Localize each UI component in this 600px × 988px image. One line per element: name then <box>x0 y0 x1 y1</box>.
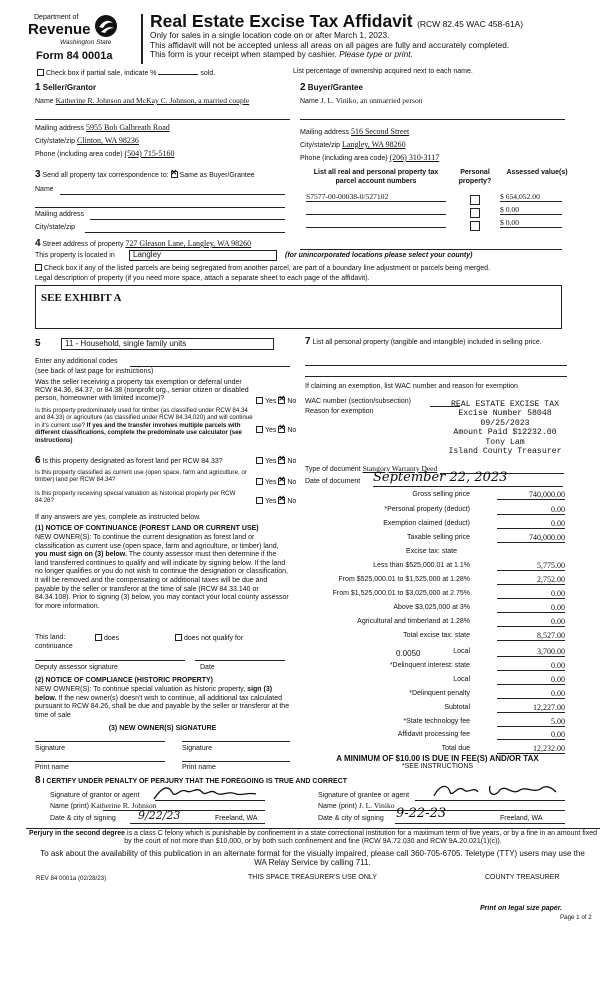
reason-label: Reason for exemption <box>305 408 374 415</box>
calc-label: Above $3,025,000 at 3% <box>393 604 470 611</box>
same-as-buyer-checkbox[interactable] <box>171 171 178 178</box>
treasurer-stamp <box>440 400 570 456</box>
assessed-value[interactable]: $ 654,052.00 <box>500 192 562 202</box>
grantor-date[interactable]: 9/22/23 <box>138 809 181 822</box>
sec6-q1: 6 Is this property designated as forest land per RCW 84.33? <box>35 455 223 466</box>
sec5-q1-yesno: Yes ✕ No <box>256 397 296 407</box>
sec6-q3: Is this property receiving special valuation as historical property per RCW 84.26? <box>35 490 236 505</box>
sec7-text: 7 List all personal property (tangible and intangible) included in selling price. <box>305 336 542 347</box>
note-3b: Please type or print. <box>339 49 413 60</box>
seller-city-row: City/state/zip Clinton, WA 98236 <box>35 136 139 145</box>
legal-desc-label: Legal description of property (if you need more space, attach a separate sheet to each page of the affidavit). <box>35 275 370 282</box>
grantor-print-name[interactable]: Katherine R. Johnson <box>90 801 157 810</box>
calc-label: *Delinquent penalty <box>409 690 470 697</box>
sec6-q1-yesno: Yes✕ No <box>256 457 296 467</box>
sec6-q2: Is this property classified as current use (open space, farm and agriculture, or timber) land per RCW 84.34? <box>35 469 247 484</box>
calc-value[interactable]: 0.00 <box>497 675 565 685</box>
local-rate: 0.0050 <box>396 649 421 658</box>
land-use-code-select[interactable]: 11 - Household, single family units <box>61 338 274 350</box>
calc-value[interactable]: 12,232.00 <box>497 744 565 754</box>
calc-value[interactable]: 740,000.00 <box>497 533 565 543</box>
assessed-value[interactable]: $ 0.00 <box>500 205 562 215</box>
grantee-signature-label: Signature of grantee or agent <box>318 792 410 799</box>
calc-label: Total excise tax: state <box>403 632 470 639</box>
segregated-checkbox[interactable] <box>35 264 42 271</box>
calc-value[interactable]: 12,227.00 <box>497 703 565 713</box>
note-2: This affidavit will not be accepted unless all areas on all pages are fully and accurately completed. <box>150 39 510 50</box>
forest-no-checkbox[interactable] <box>278 457 285 464</box>
buyer-phone[interactable]: (206) 310-3117 <box>389 153 440 162</box>
buyer-city[interactable]: Langley, WA 98260 <box>342 140 406 149</box>
calc-value[interactable]: 3,700.00 <box>497 647 565 657</box>
header-notes <box>150 31 595 60</box>
historic-yes-checkbox[interactable] <box>256 497 263 504</box>
sec6-q2-yesno: Yes ✕ No <box>256 478 296 488</box>
codes-note: (see back of last page for instructions) <box>35 368 154 375</box>
segregated-row: Check box if any of the listed parcels are being segregated from another parcel, are part of a boundary line adjustment or parcels being merged. <box>35 264 595 274</box>
calc-value[interactable]: 0.00 <box>497 519 565 529</box>
calc-label: *Personal property (deduct) <box>384 506 470 513</box>
calc-value[interactable]: 740,000.00 <box>497 490 565 500</box>
calc-label: Less than $525,000.01 at 1.1% <box>373 562 470 569</box>
sec6-ifany: If any answers are yes, complete as instructed below. <box>35 514 201 521</box>
treasurer-use-only: THIS SPACE TREASURER'S USE ONLY <box>248 874 377 881</box>
stamp-line-1: REAL ESTATE EXCISE TAX <box>450 400 560 409</box>
stamp-line-6: Island County Treasurer <box>448 447 562 457</box>
page-number: Page 1 of 2 <box>560 914 592 921</box>
sec8-cert: 8 I CERTIFY UNDER PENALTY OF PERJURY THAT THE FOREGOING IS TRUE AND CORRECT <box>35 775 348 786</box>
notice2-heading: (2) NOTICE OF COMPLIANCE (HISTORIC PROPERTY) <box>35 677 213 684</box>
stamp-line-5: Tony Lam <box>485 437 525 447</box>
buyer-phone-row: Phone (including area code) (206) 310-3117 <box>300 153 440 162</box>
calc-value[interactable]: 8,527.00 <box>497 631 565 641</box>
calc-label: From $525,000.01 to $1,525,000 at 1.28% <box>338 576 470 583</box>
buyer-name-row: Name J. L. Viniko, an unmarried person <box>300 96 423 105</box>
q2-yes-checkbox[interactable] <box>256 426 263 433</box>
sec3-name-label: Name <box>35 186 54 193</box>
calc-label: From $1,525,000.01 to $3,025,000 at 2.75% <box>332 590 470 597</box>
assessed-value[interactable]: $ 0.00 <box>500 218 562 228</box>
calc-label: Total due <box>441 745 470 752</box>
doc-type-row: Type of document Statutory Warranty Deed <box>305 464 438 473</box>
q1-yes-checkbox[interactable] <box>256 397 263 404</box>
notice3-heading: (3) NEW OWNER(S) SIGNATURE <box>108 725 217 732</box>
deputy-signature-label: Deputy assessor signature <box>35 664 118 671</box>
calc-value[interactable]: 5,775.00 <box>497 561 565 571</box>
seller-name-row: Name Katherine R. Johnson and McKay C. Johnson, a married couple <box>35 96 250 105</box>
partial-sale-checkbox[interactable] <box>37 69 44 76</box>
notice1-heading: (1) NOTICE OF CONTINUANCE (FOREST LAND OR CURRENT USE) <box>35 525 259 532</box>
county-note: (for unincorporated locations please select your county) <box>285 252 473 259</box>
accessibility-notice: To ask about the availability of this publication in an alternate format for the visually impaired, please call 360-705-6705. Teletype (TTY) users may use the WA Relay Service by calling 711. <box>40 849 585 868</box>
does-option: does <box>95 634 119 644</box>
grantee-city[interactable]: Freeland, WA <box>500 815 543 822</box>
doesnot-option: does not qualify for <box>175 634 243 644</box>
form-number: Form 84 0001a <box>36 50 113 62</box>
grantee-print-name[interactable]: J. L. Viniko <box>358 801 395 810</box>
partial-label: Check box if partial sale, indicate % <box>46 70 157 77</box>
dor-swirl-icon <box>94 14 118 38</box>
deputy-date-label: Date <box>200 664 215 671</box>
sec5-q2: Is this property predominately used for timber (as classified under RCW 84.34 and 84.33) or agriculture (as classified under RCW 84.34.020) and will continue in it's current use? If yes and the transfer involves multiple parcels with different classifications, complete the predominate use calculator (see instructions) <box>35 407 253 444</box>
does-checkbox[interactable] <box>95 634 102 641</box>
county-treasurer: COUNTY TREASURER <box>485 874 560 881</box>
form-rcw: (RCW 82.45 WAC 458-61A) <box>417 19 524 29</box>
parcel-number[interactable] <box>306 205 446 215</box>
calc-value[interactable]: 0.00 <box>497 505 565 515</box>
q2-no-checkbox[interactable] <box>278 426 285 433</box>
grantor-date-label: Date & city of signing <box>50 815 116 822</box>
perjury-notice: Perjury in the second degree is a class C felony which is punishable by confinement in a state correctional institution for a maximum term of five years, or by a fine in an amount fixed by the court of not more than $10,000, or by both such confinement and fine (RCW 9A.72.030 and RCW 9A.20.021(1)(c)). <box>28 830 598 846</box>
grantor-city[interactable]: Freeland, WA <box>215 815 258 822</box>
ownership-note: List percentage of ownership acquired next to each name. <box>293 68 473 75</box>
stamp-line-4: Amount Paid $12232.00 <box>453 428 557 438</box>
note-1: Only for sales in a single location code on or after March 1, 2023. <box>150 30 390 40</box>
personal-col-header: Personal property? <box>458 169 492 185</box>
seller-name[interactable]: Katherine R. Johnson and McKay C. Johnson, a married couple <box>55 96 250 105</box>
calc-label: Local <box>453 648 470 655</box>
calc-value[interactable]: 0.00 <box>497 730 565 740</box>
sec3-address-label: Mailing address <box>35 211 85 218</box>
form-title: Real Estate Excise Tax Affidavit <box>150 11 413 31</box>
current-use-yes-checkbox[interactable] <box>256 478 263 485</box>
rev-number: REV 84 0001a (02/28/23) <box>36 875 107 882</box>
exemption-note: If claiming an exemption, list WAC number and reason for exemption <box>305 383 518 390</box>
property-address[interactable]: 727 Gleason Lane, Langley, WA 98260 <box>125 239 252 248</box>
seller-heading: 1 Seller/Grantor <box>35 82 97 93</box>
doc-type[interactable]: Statutory Warranty Deed <box>362 464 438 473</box>
calc-value[interactable]: 0.00 <box>497 661 565 671</box>
see-instructions: *SEE INSTRUCTIONS <box>401 763 474 770</box>
calc-label: Exemption claimed (deduct) <box>383 520 470 527</box>
wac-label: WAC number (section/subsection) <box>305 398 411 405</box>
sec4-address-row: 4 Street address of property 727 Gleason Lane, Langley, WA 98260 <box>35 238 252 249</box>
located-label: This property is located in <box>35 252 115 259</box>
logo-dept: Department of <box>34 14 79 21</box>
calc-label: Gross selling price <box>412 491 470 498</box>
calc-label: Taxable selling price <box>406 534 470 541</box>
calc-value[interactable]: 2,752.00 <box>497 575 565 585</box>
note-3: This form is your receipt when stamped by cashier. <box>150 49 337 60</box>
parcel-col-header: List all real and personal property tax parcel account numbers <box>313 169 439 185</box>
sec3-city-label: City/state/zip <box>35 224 76 231</box>
forest-yes-checkbox[interactable] <box>256 457 263 464</box>
grantee-date[interactable]: 9-22-23 <box>396 806 447 821</box>
legal-description-box[interactable] <box>35 285 562 329</box>
historic-no-checkbox[interactable] <box>278 497 285 504</box>
calc-value[interactable]: 0.00 <box>497 689 565 699</box>
buyer-address-row: Mailing address 516 Second Street <box>300 127 410 136</box>
legal-description-text: SEE EXHIBIT A <box>41 292 122 304</box>
grantee-print-row: Name (print) J. L. Viniko <box>318 801 395 810</box>
doc-date[interactable]: September 22, 2023 <box>373 470 508 485</box>
grantor-signature-label: Signature of grantor or agent <box>50 792 140 799</box>
calc-value[interactable]: 0.00 <box>497 589 565 599</box>
sec5-q1: Was the seller receiving a property tax exemption or deferral under RCW 84.36, 84.37, or 84.38 (nonprofit org., senior citizen or disabled person, homeowner with limited income)? <box>35 379 249 402</box>
calc-value[interactable]: 5.00 <box>497 717 565 727</box>
current-use-no-checkbox[interactable] <box>278 478 285 485</box>
buyer-heading: 2 Buyer/Grantee <box>300 82 363 93</box>
minimum-due: A MINIMUM OF $10.00 IS DUE IN FEE(S) AND/OR TAX <box>336 754 539 763</box>
calc-label: Local <box>453 676 470 683</box>
this-land-row: This land: <box>35 634 66 641</box>
does-not-checkbox[interactable] <box>175 634 182 641</box>
calc-label: *State technology fee <box>403 718 470 725</box>
owner-print-name-1: Print name <box>35 764 69 771</box>
calc-label: Subtotal <box>444 704 470 711</box>
partial-sale-row <box>37 69 215 79</box>
personal-property-checkbox[interactable] <box>470 218 480 236</box>
grantee-date-label: Date & city of signing <box>318 815 384 822</box>
buyer-address[interactable]: 516 Second Street <box>350 127 410 136</box>
stamp-line-2: Excise Number 58048 <box>458 409 552 419</box>
logo-state: Washington State <box>60 39 112 46</box>
sec6-q3-yesno: Yes ✕ No <box>256 497 296 507</box>
owner-signature-2: Signature <box>182 745 212 752</box>
calc-label: *Delinquent interest: state <box>389 662 470 669</box>
calc-label: Agricultural and timberland at 1.28% <box>357 618 470 625</box>
seller-address[interactable]: 5955 Bob Galbreath Road <box>85 123 170 132</box>
buyer-city-row: City/state/zip Langley, WA 98260 <box>300 140 406 149</box>
sec5-num: 5 <box>35 338 41 349</box>
q1-no-checkbox[interactable] <box>278 397 285 404</box>
seller-address-row: Mailing address 5955 Bob Galbreath Road <box>35 123 170 132</box>
parcel-number[interactable] <box>306 218 446 228</box>
partial-percent-field[interactable] <box>158 74 198 75</box>
notice1-text: NEW OWNER(S): To continue the current designation as forest land or classification as current use (open space, farm and agriculture, or timber) land, you must sign on (3) below. The county assessor must then determine if the land transferred continues to qualify and will indicate by signing below. If the land no longer qualifies or you do not wish to continue the designation or classification, it will be removed and the compensating or additional taxes will be due and payable by the seller or transferor at the time of sale (RCW 84.33.140 or 84.34.108). Prior to signing (3) below, you may contact your local county assessor for more information. <box>35 534 289 610</box>
calc-value[interactable]: 0.00 <box>497 617 565 627</box>
owner-signature-1: Signature <box>35 745 65 752</box>
parcel-number[interactable]: S7577-00-00038-0/527102 <box>306 192 446 202</box>
stamp-line-3: 09/25/2023 <box>480 418 530 428</box>
notice2-text: NEW OWNER(S): To continue special valuation as historic property, sign (3) below. If the new owner(s) doesn't wish to continue, all additional tax calculated pursuant to RCW 84.26, shall be due and payable by the seller or transferor at the time of sale <box>35 686 290 719</box>
doc-date-label: Date of document <box>305 478 361 485</box>
county-select[interactable]: Langley <box>129 250 277 261</box>
continuance-label: continuance <box>35 643 73 650</box>
legal-paper-note: Print on legal size paper. <box>480 905 563 912</box>
calc-label: Excise tax: state <box>406 548 457 555</box>
buyer-name[interactable]: J. L. Viniko, an unmarried person <box>320 96 423 105</box>
grantor-print-row: Name (print) Katherine R. Johnson <box>50 801 157 810</box>
calc-value[interactable]: 0.00 <box>497 603 565 613</box>
owner-print-name-2: Print name <box>182 764 216 771</box>
partial-sold: sold. <box>200 70 216 77</box>
additional-codes-label: Enter any additional codes <box>35 358 118 365</box>
sec5-q2-yesno: Yes ✕ No <box>256 426 296 436</box>
dor-logo <box>14 14 134 64</box>
seller-phone-row: Phone (including area code) (504) 715-5160 <box>35 149 175 158</box>
calc-label: Affidavit processing fee <box>397 731 470 738</box>
seller-city[interactable]: Clinton, WA 98236 <box>77 136 139 145</box>
assessed-col-header: Assessed value(s) <box>506 169 568 176</box>
seller-phone[interactable]: (504) 715-5160 <box>124 149 175 158</box>
logo-revenue: Revenue <box>28 21 91 38</box>
sec3-row: 3 Send all property tax correspondence to: ✕ Same as Buyer/Grantee <box>35 171 255 181</box>
